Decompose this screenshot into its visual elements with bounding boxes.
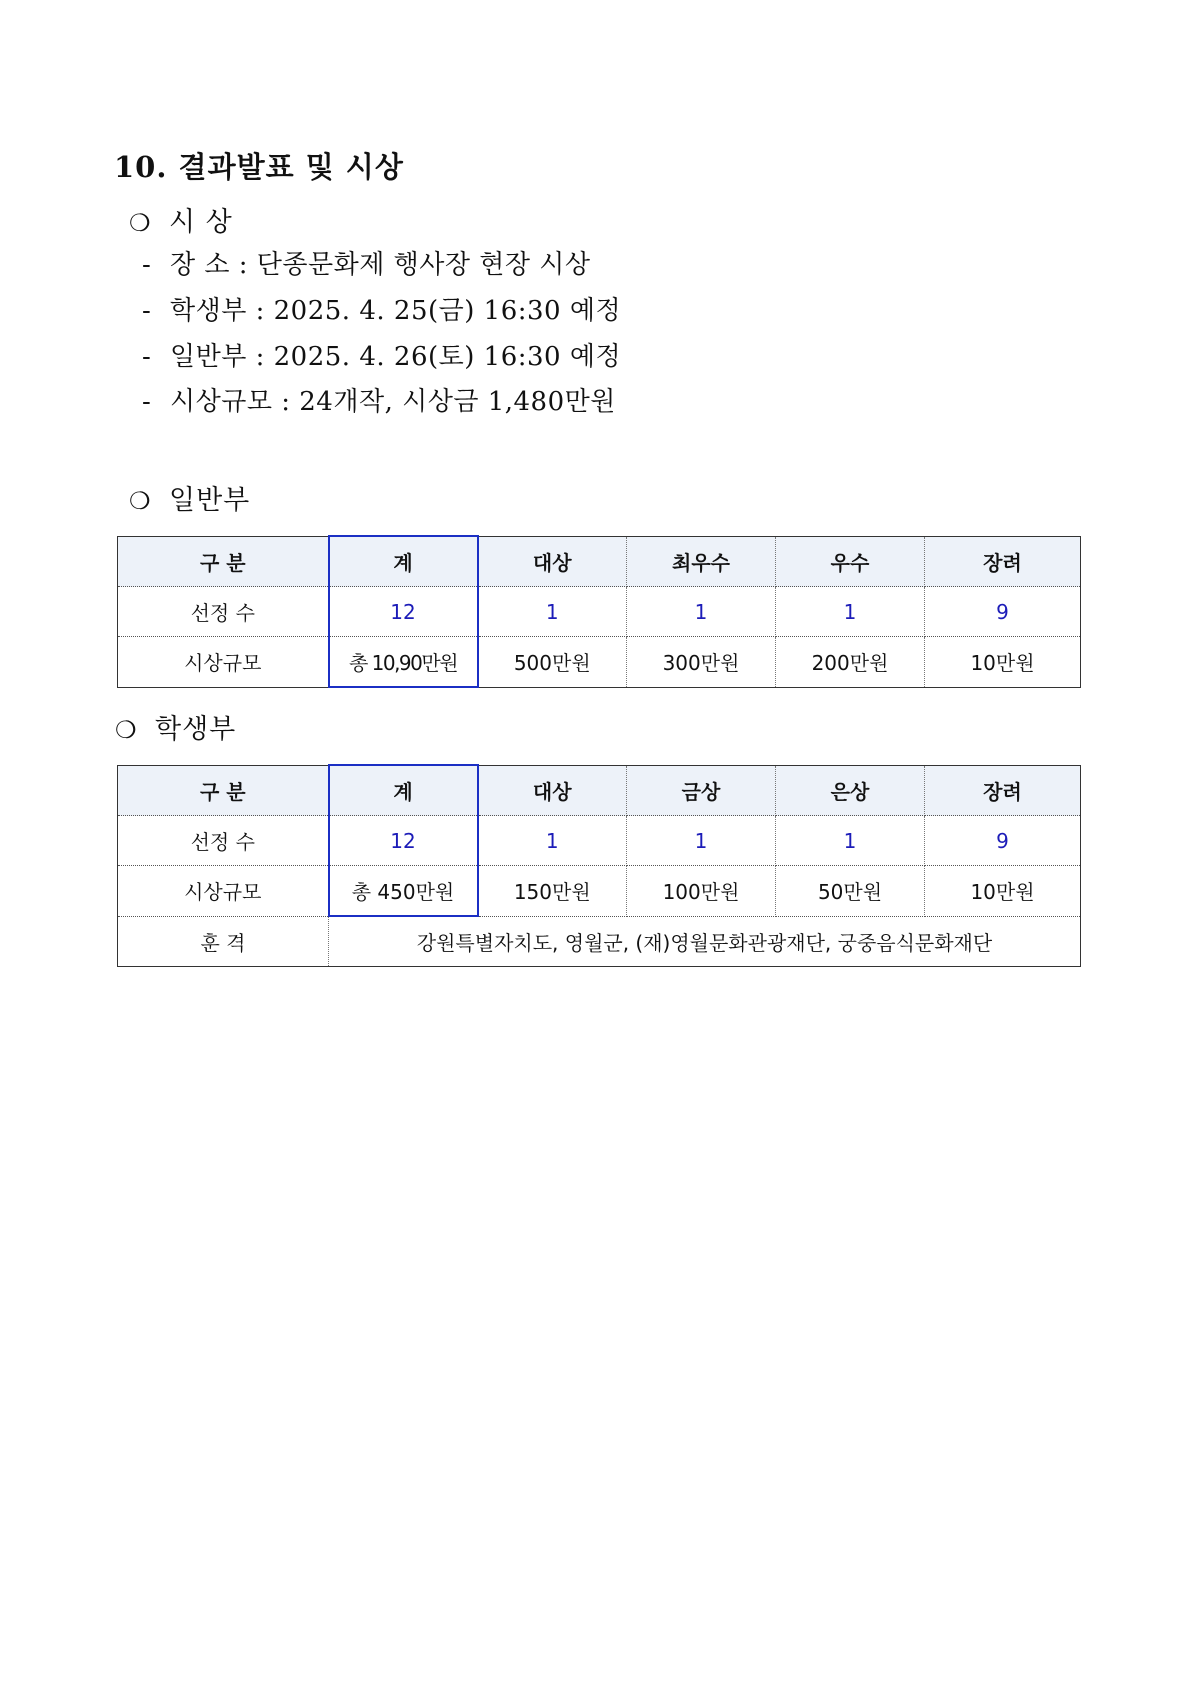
row-label: 시상규모 — [118, 866, 329, 917]
header-cell: 구 분 — [118, 765, 329, 816]
table-row — [118, 816, 1081, 866]
award-heading — [129, 200, 233, 239]
header-cell: 장려 — [925, 536, 1081, 587]
general-prize-table — [117, 535, 1081, 688]
count-cell: 9 — [925, 816, 1081, 866]
header-cell-total: 계 — [329, 536, 478, 587]
count-cell: 1 — [627, 816, 776, 866]
table-row — [118, 866, 1081, 917]
prize-cell: 500만원 — [478, 637, 627, 688]
row-label: 선정 수 — [118, 587, 329, 637]
student-heading — [115, 707, 236, 746]
prize-cell: 50만원 — [776, 866, 925, 917]
prize-cell: 300만원 — [627, 637, 776, 688]
prize-total: 총 10,90만원 — [329, 637, 478, 688]
header-cell: 대상 — [478, 765, 627, 816]
table-header-row — [118, 765, 1081, 816]
count-total: 12 — [329, 587, 478, 637]
award-item: - 장 소 : 단종문화제 행사장 현장 시상 — [142, 250, 591, 280]
award-item-text: 학생부 : 2025. 4. 25(금) 16:30 예정 — [170, 296, 622, 326]
prize-cell: 10만원 — [925, 866, 1081, 917]
sponsor-cell: 강원특별자치도, 영월군, (재)영월문화관광재단, 궁중음식문화재단 — [329, 916, 1081, 967]
header-cell: 구 분 — [118, 536, 329, 587]
award-heading-text: 시 상 — [169, 207, 233, 238]
student-prize-table — [117, 764, 1081, 967]
header-cell: 우수 — [776, 536, 925, 587]
table-row — [118, 916, 1081, 967]
row-label: 선정 수 — [118, 816, 329, 866]
section-title: 10. 결과발표 및 시상 — [114, 150, 404, 184]
general-heading — [129, 478, 250, 517]
header-cell-total: 계 — [329, 765, 478, 816]
count-cell: 1 — [776, 816, 925, 866]
header-cell: 금상 — [627, 765, 776, 816]
table-header-row — [118, 536, 1081, 587]
count-cell: 9 — [925, 587, 1081, 637]
count-total: 12 — [329, 816, 478, 866]
table-row — [118, 587, 1081, 637]
count-cell: 1 — [478, 587, 627, 637]
award-item-text: 시상규모 : 24개작, 시상금 1,480만원 — [170, 387, 616, 417]
header-cell: 은상 — [776, 765, 925, 816]
award-item: - 시상규모 : 24개작, 시상금 1,480만원 — [142, 387, 616, 417]
header-cell: 대상 — [478, 536, 627, 587]
prize-cell: 10만원 — [925, 637, 1081, 688]
prize-cell: 200만원 — [776, 637, 925, 688]
general-heading-text: 일반부 — [169, 485, 251, 516]
circle-bullet-icon: ❍ — [115, 716, 138, 744]
award-item: - 학생부 : 2025. 4. 25(금) 16:30 예정 — [142, 296, 622, 326]
award-item: - 일반부 : 2025. 4. 26(토) 16:30 예정 — [142, 342, 622, 372]
count-cell: 1 — [776, 587, 925, 637]
header-cell: 최우수 — [627, 536, 776, 587]
row-label: 시상규모 — [118, 637, 329, 688]
table-row — [118, 637, 1081, 688]
circle-bullet-icon: ❍ — [129, 209, 152, 237]
prize-cell: 100만원 — [627, 866, 776, 917]
count-cell: 1 — [627, 587, 776, 637]
prize-cell: 150만원 — [478, 866, 627, 917]
header-cell: 장려 — [925, 765, 1081, 816]
circle-bullet-icon: ❍ — [129, 487, 152, 515]
award-item-text: 장 소 : 단종문화제 행사장 현장 시상 — [170, 250, 591, 280]
prize-total: 총 450만원 — [329, 866, 478, 917]
row-label: 훈 격 — [118, 916, 329, 967]
count-cell: 1 — [478, 816, 627, 866]
student-heading-text: 학생부 — [155, 714, 237, 745]
award-item-text: 일반부 : 2025. 4. 26(토) 16:30 예정 — [170, 342, 622, 372]
